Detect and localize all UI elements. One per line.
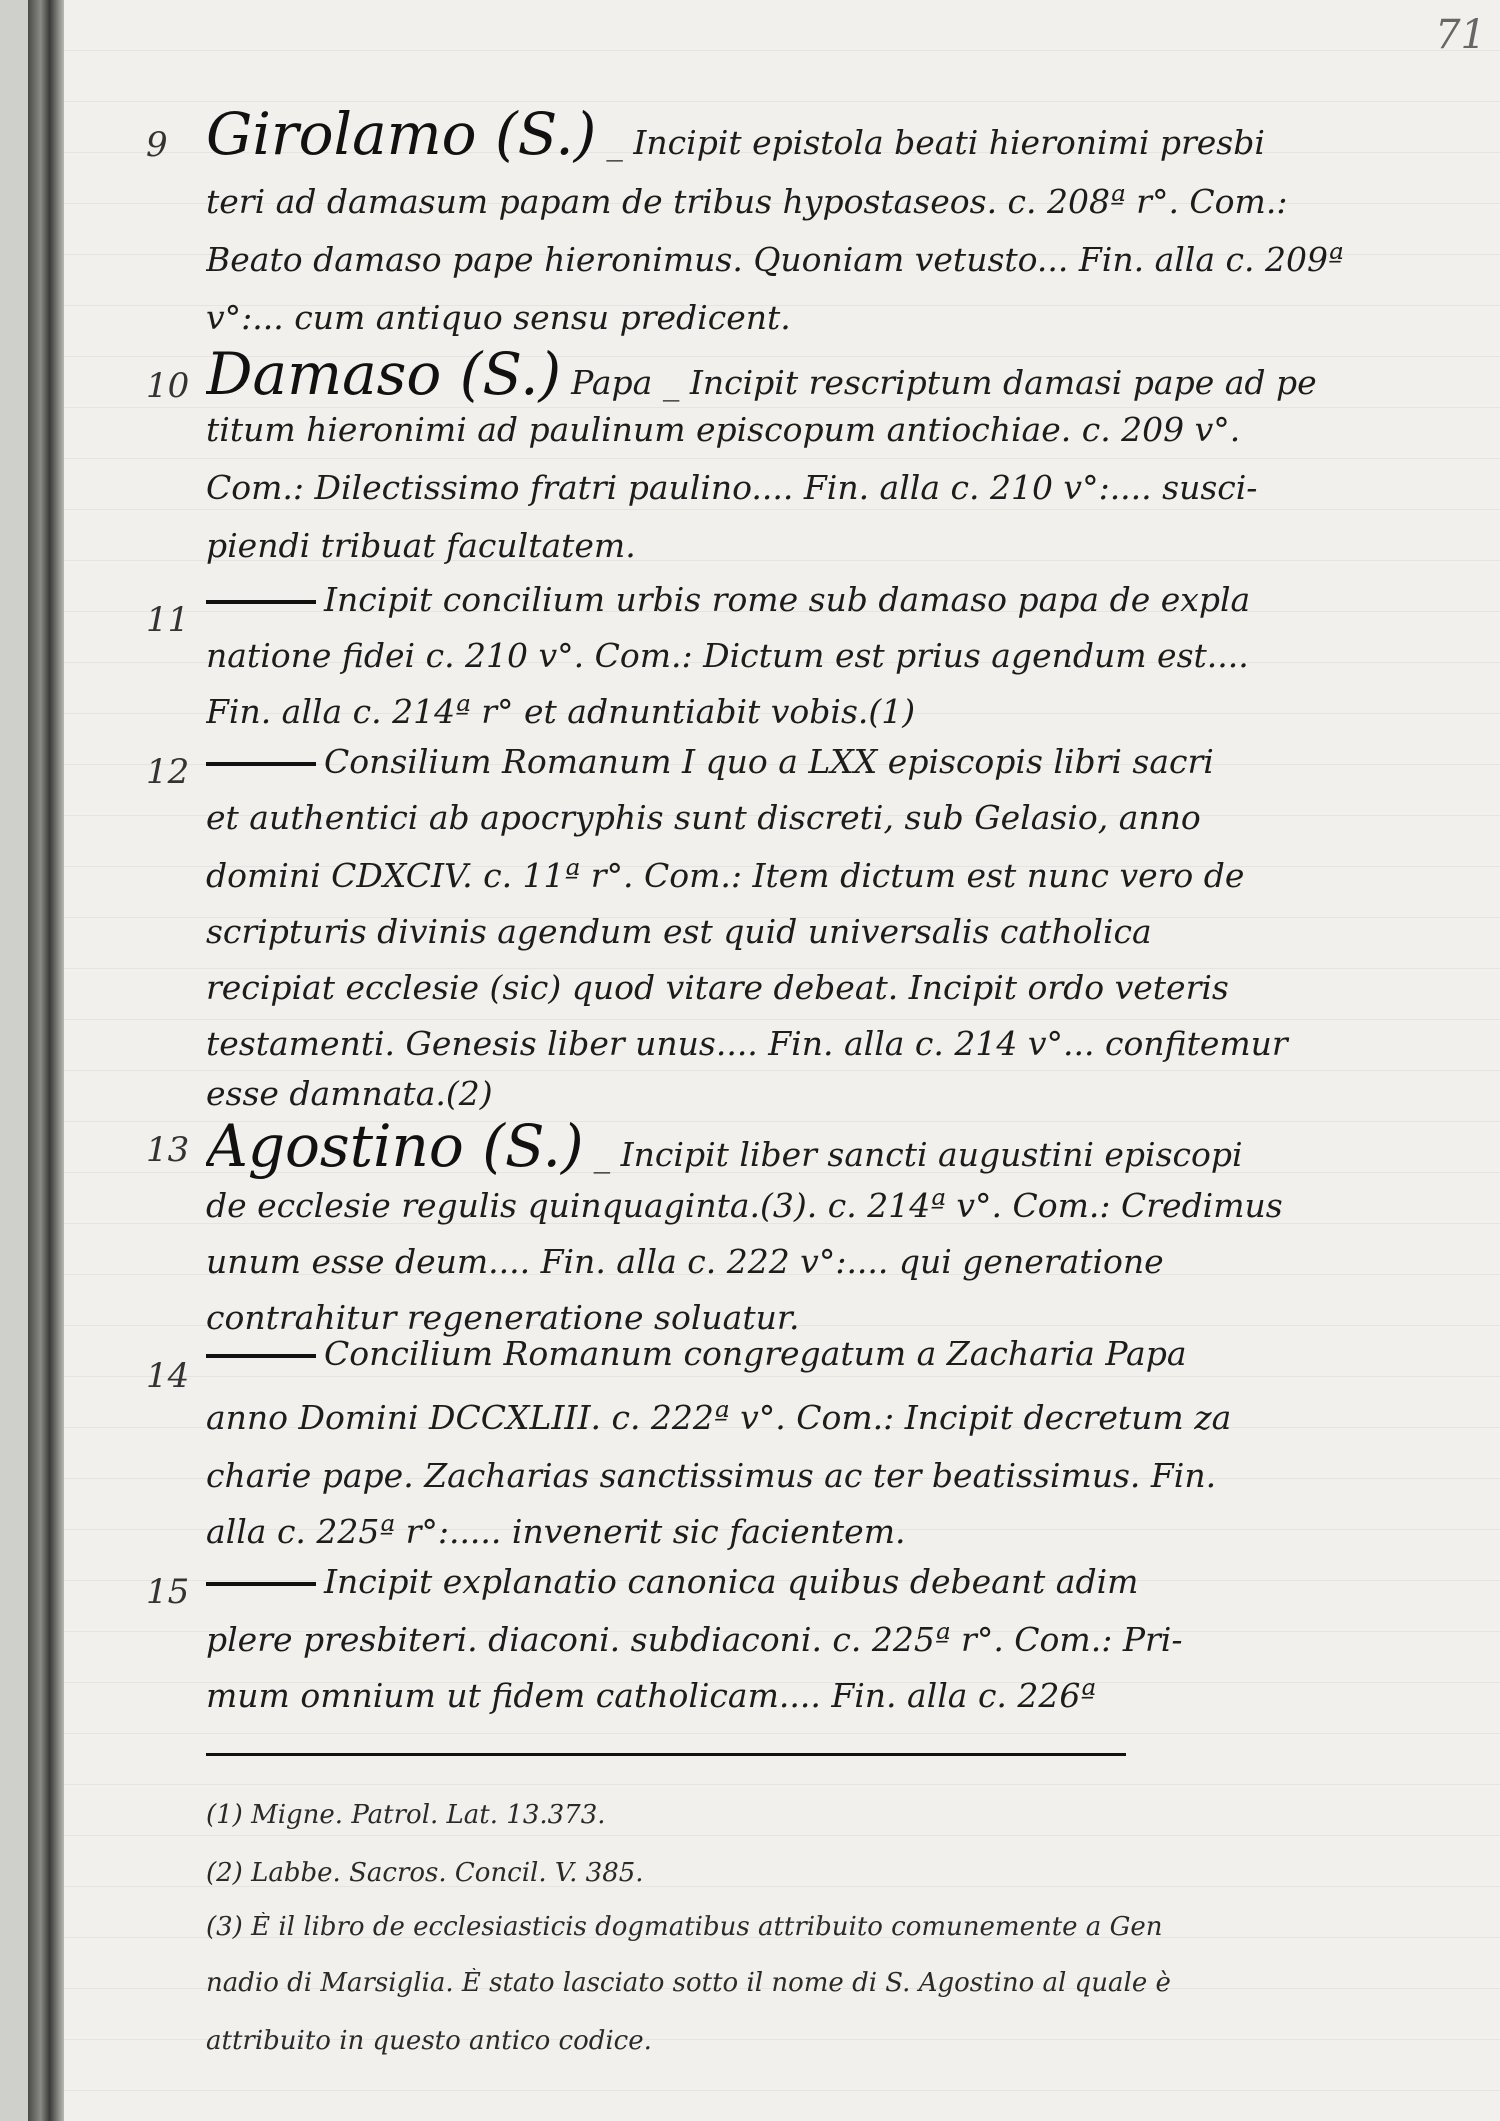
entry-title: Agostino (S.) (206, 1112, 584, 1180)
footnote: (2) Labbe. Sacros. Concil. V. 385. (206, 1858, 644, 1888)
manuscript-page (28, 0, 1500, 2121)
entry-line: scripturis divinis agendum est quid universalis catholica (206, 912, 1152, 951)
entry-line: Agostino (S.) _ Incipit liber sancti augustini episcopi (206, 1112, 1243, 1180)
entry-line: plere presbiteri. diaconi. subdiaconi. c. 225ª r°. Com.: Pri- (206, 1620, 1183, 1659)
entry-number: 10 (146, 366, 190, 406)
page-number: 71 (1435, 12, 1486, 58)
entry-line: piendi tribuat facultatem. (206, 526, 636, 565)
entry-title: Damaso (S.) (206, 340, 562, 408)
entry-number: 14 (146, 1356, 190, 1396)
entry-line: Consilium Romanum I quo a LXX episcopis libri sacri (206, 742, 1366, 781)
entry-line: Incipit explanatio canonica quibus debeant adim (206, 1562, 1366, 1601)
entry-line: titum hieronimi ad paulinum episcopum antiochiae. c. 209 v°. (206, 410, 1241, 449)
entry-number: 11 (146, 600, 190, 640)
entry-line: mum omnium ut fidem catholicam.... Fin. alla c. 226ª (206, 1676, 1097, 1715)
entry-line: natione fidei c. 210 v°. Com.: Dictum est prius agendum est.... (206, 636, 1249, 675)
ditto-dash (206, 1354, 316, 1358)
footnote: attribuito in questo antico codice. (206, 2026, 652, 2056)
footnote: (1) Migne. Patrol. Lat. 13.373. (206, 1800, 606, 1830)
entry-line: charie pape. Zacharias sanctissimus ac ter beatissimus. Fin. (206, 1456, 1217, 1495)
entry-line: recipiat ecclesie (sic) quod vitare debeat. Incipit ordo veteris (206, 968, 1229, 1007)
entry-line: Damaso (S.) Papa _ Incipit rescriptum damasi pape ad pe (206, 340, 1317, 408)
entry-line: contrahitur regeneratione soluatur. (206, 1298, 800, 1337)
entry-line: testamenti. Genesis liber unus.... Fin. alla c. 214 v°... confitemur (206, 1024, 1288, 1063)
footnote: (3) È il libro de ecclesiasticis dogmatibus attribuito comunemente a Gen (206, 1912, 1163, 1942)
entry-line: et authentici ab apocryphis sunt discreti, sub Gelasio, anno (206, 798, 1201, 837)
entry-number: 13 (146, 1130, 190, 1170)
entry-line: Girolamo (S.) _ Incipit epistola beati hieronimi presbi (206, 100, 1265, 168)
footnote: nadio di Marsiglia. È stato lasciato sotto il nome di S. Agostino al quale è (206, 1968, 1171, 1998)
entry-line: alla c. 225ª r°:..... invenerit sic facientem. (206, 1512, 906, 1551)
entry-line: teri ad damasum papam de tribus hypostaseos. c. 208ª r°. Com.: (206, 182, 1288, 221)
entry-line: domini CDXCIV. c. 11ª r°. Com.: Item dictum est nunc vero de (206, 856, 1245, 895)
entry-line: unum esse deum.... Fin. alla c. 222 v°:.... qui generatione (206, 1242, 1164, 1281)
ditto-dash (206, 600, 316, 604)
footnote-rule (206, 1753, 1126, 1756)
entry-line: de ecclesie regulis quinquaginta.(3). c. 214ª v°. Com.: Credimus (206, 1186, 1283, 1225)
ditto-dash (206, 1582, 316, 1586)
entry-line: Concilium Romanum congregatum a Zacharia Papa (206, 1334, 1366, 1373)
entry-line: Fin. alla c. 214ª r° et adnuntiabit vobis.(1) (206, 692, 916, 731)
entry-line: Beato damaso pape hieronimus. Quoniam vetusto... Fin. alla c. 209ª (206, 240, 1344, 279)
binding-spine (28, 0, 64, 2121)
entry-line: anno Domini DCCXLIII. c. 222ª v°. Com.: Incipit decretum za (206, 1398, 1232, 1437)
entry-number: 15 (146, 1572, 190, 1612)
entry-line: Incipit concilium urbis rome sub damaso papa de expla (206, 580, 1366, 619)
entry-title: Girolamo (S.) (206, 100, 597, 168)
entry-line: v°:... cum antiquo sensu predicent. (206, 298, 791, 337)
entry-number: 12 (146, 752, 190, 792)
ditto-dash (206, 762, 316, 766)
entry-line: esse damnata.(2) (206, 1074, 493, 1113)
entry-line: Com.: Dilectissimo fratri paulino.... Fin. alla c. 210 v°:.... susci- (206, 468, 1258, 507)
entry-number: 9 (146, 125, 168, 165)
